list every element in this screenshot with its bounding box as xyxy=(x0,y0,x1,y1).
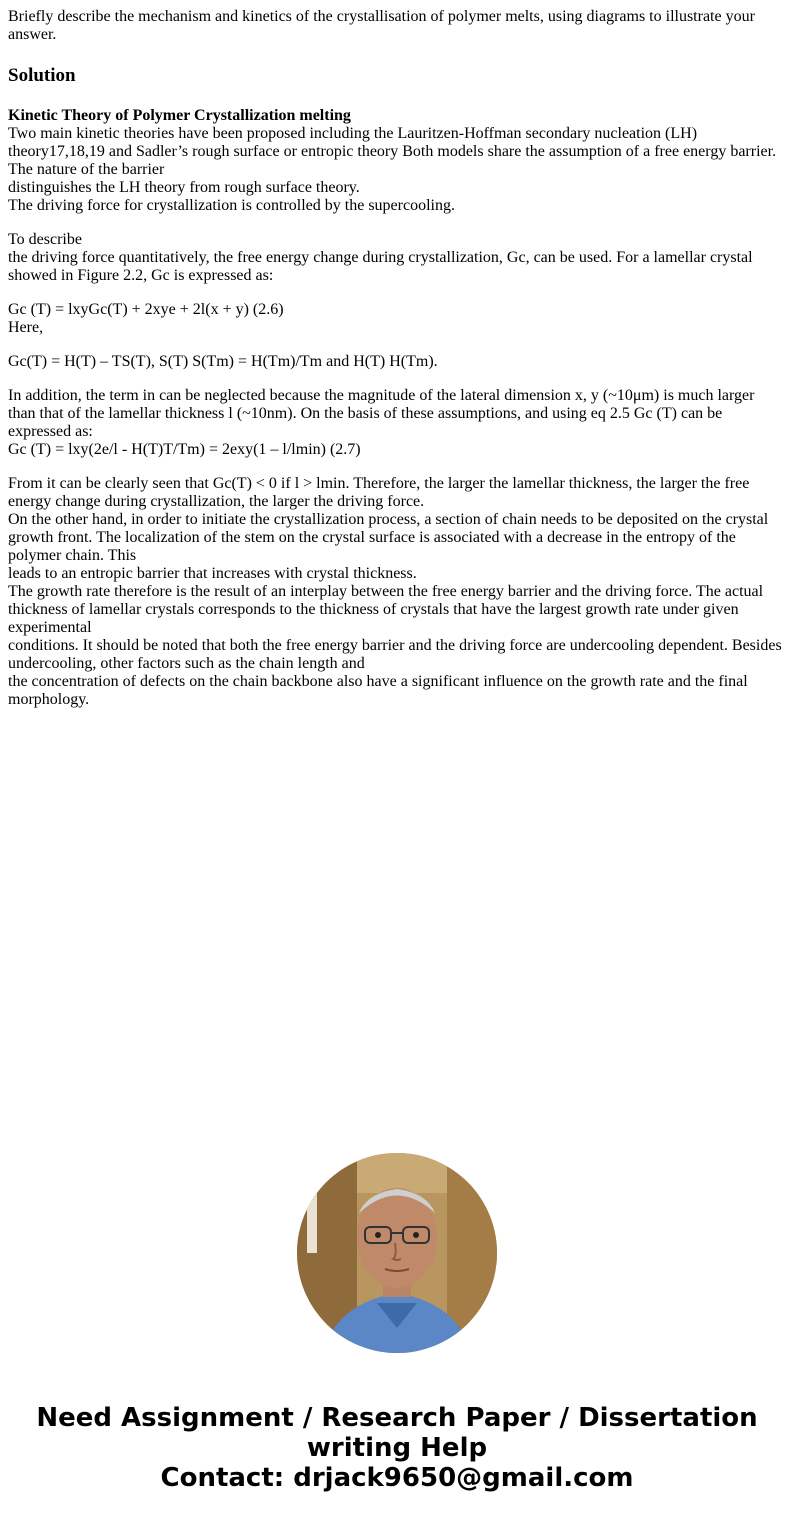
paragraph-driving-force: To describe the driving force quantitatively, the free energy change during crystallization, Gc, can be used. For a lamellar crystal showed in Figure 2.2, Gc is expressed as: xyxy=(8,231,753,284)
paragraph-theories: Two main kinetic theories have been proposed including the Lauritzen-Hoffman secondary nucleation (LH) theory17,18,19 and Sadler’s rough surface or entropic theory Both models share the assumption of a free energy barrier. The nature of the barrier distinguishes the LH theory from rough surface theory. The driving force for crystallization is controlled by the supercooling. xyxy=(8,125,777,214)
author-avatar xyxy=(297,1153,497,1353)
question-text: Briefly describe the mechanism and kinetics of the crystallisation of polymer melts, using diagrams to illustrate your answer. xyxy=(8,8,755,43)
section-subheading: Kinetic Theory of Polymer Crystallization melting xyxy=(8,107,351,124)
banner-contact-line: Contact: drjack9650@gmail.com xyxy=(160,1463,634,1493)
equation-gibbs: Gc(T) = H(T) – TS(T), S(T) S(Tm) = H(Tm)/Tm and H(T) H(Tm). xyxy=(8,353,438,370)
banner-line-2: writing Help xyxy=(306,1433,488,1463)
solution-heading: Solution xyxy=(8,65,76,86)
paragraph-growth-rate: From it can be clearly seen that Gc(T) < 0 if l > lmin. Therefore, the larger the lamellar thickness, the larger the free energy change during crystallization, the larger the driving force. On the other hand, in order to initiate the crystallization process, a section of chain needs to be deposited on the crystal growth front. The localization of the stem on the crystal surface is associated with a decrease in the entropy of the polymer chain. This leads to an entropic barrier that increases with crystal thickness. The growth rate therefore is the result of an interplay between the free energy barrier and the driving force. The actual thickness of lamellar crystals corresponds to the thickness of crystals that have the largest growth rate under given experimental conditions. It should be noted that both the free energy barrier and the driving force are undercooling dependent. Besides undercooling, other factors such as the chain length and the concentration of defects on the chain backbone also have a significant influence on the growth rate and the final morphology. xyxy=(8,475,782,708)
banner-line-1: Need Assignment / Research Paper / Dissertation xyxy=(36,1403,758,1433)
equation-2-6: Gc (T) = lxyGc(T) + 2xye + 2l(x + y) (2.6) Here, xyxy=(8,301,284,336)
document-body xyxy=(8,8,784,709)
paragraph-approximation: In addition, the term in can be neglected because the magnitude of the lateral dimension x, y (~10μm) is much larger than that of the lamellar thickness l (~10nm). On the basis of these assumptions, and using eq 2.5 Gc (T) can be expressed as: Gc (T) = lxy(2e/l - H(T)T/Tm) = 2exy(1 – l/lmin) (2.7) xyxy=(8,387,755,458)
assignment-help-banner xyxy=(0,1403,794,1493)
author-portrait-image xyxy=(297,1153,497,1353)
